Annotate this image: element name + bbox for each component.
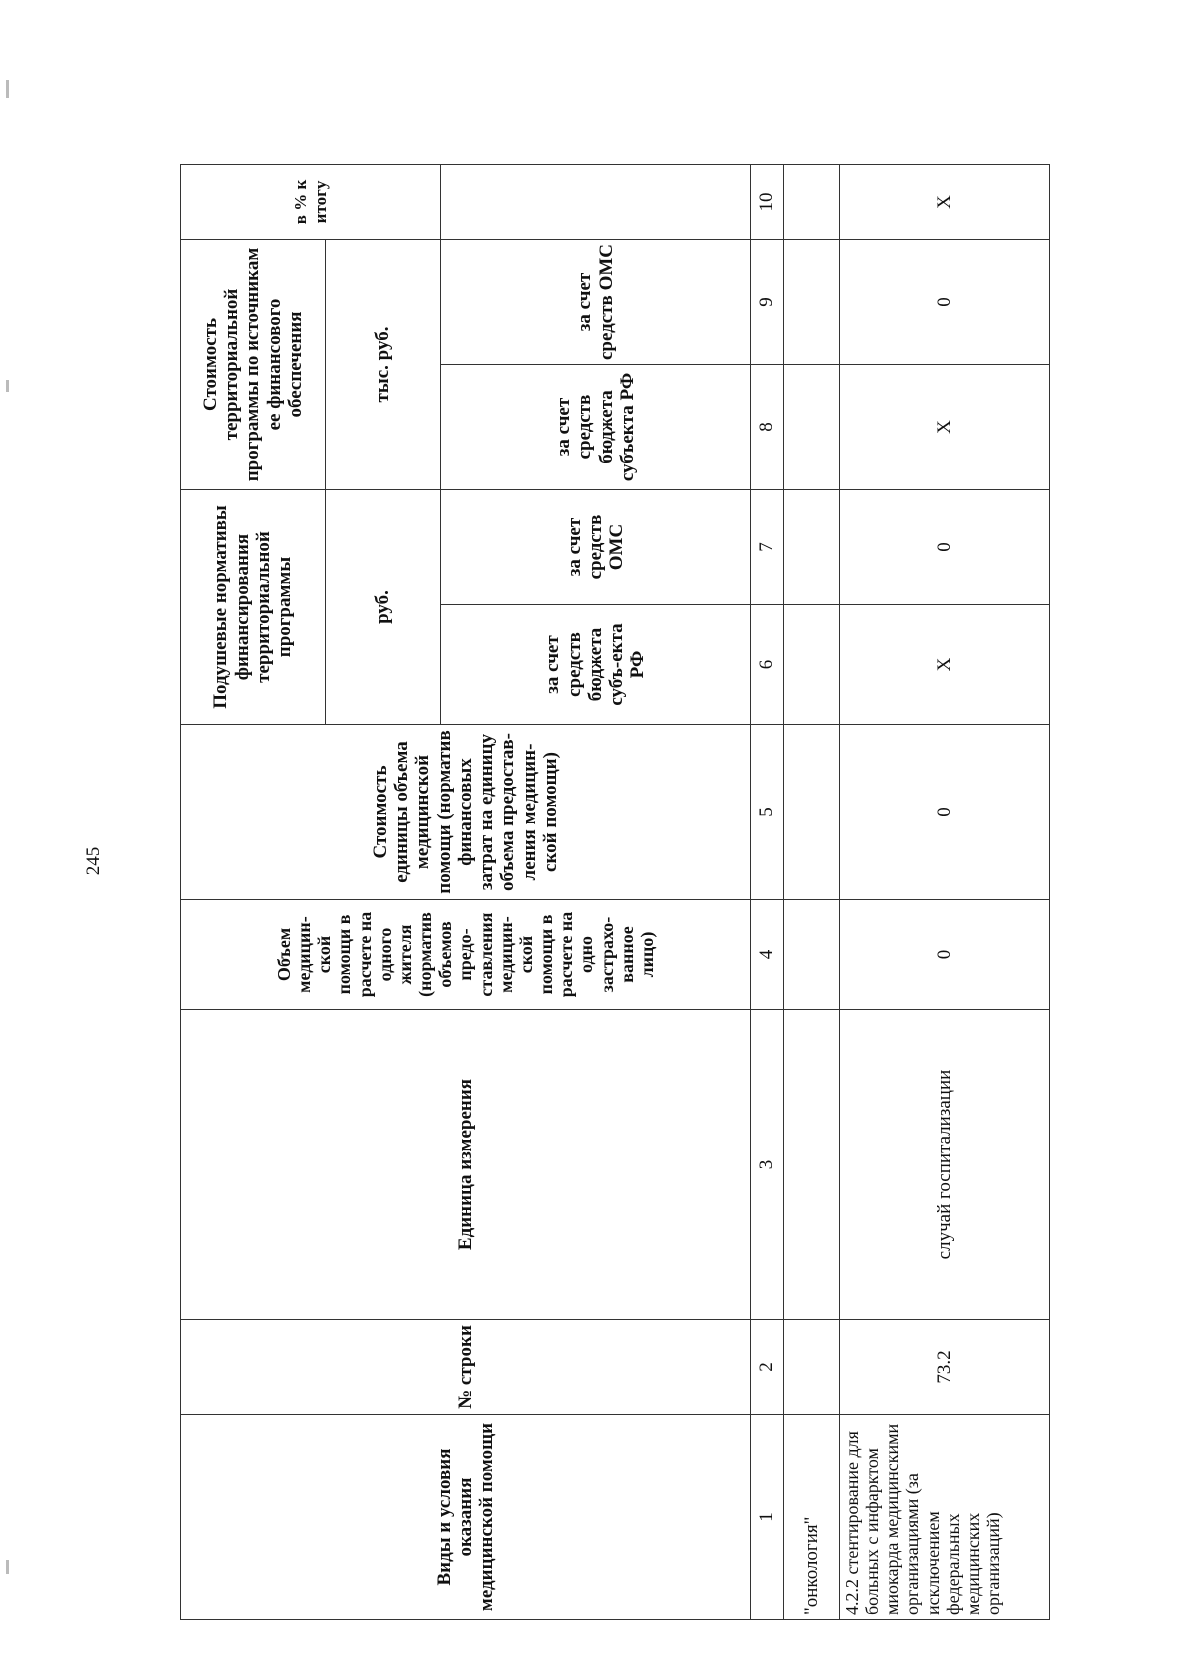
row-unit bbox=[784, 1010, 840, 1320]
header-percap-unit: руб. bbox=[326, 490, 441, 725]
page-number: 245 bbox=[83, 846, 104, 876]
column-number: 2 bbox=[751, 1320, 784, 1415]
column-number: 4 bbox=[751, 900, 784, 1010]
row-c5: 0 bbox=[840, 725, 1050, 900]
row-c6: X bbox=[840, 605, 1050, 725]
row-c10: X bbox=[840, 164, 1050, 239]
row-c4 bbox=[784, 900, 840, 1010]
column-number: 7 bbox=[751, 490, 784, 605]
row-c6 bbox=[784, 605, 840, 725]
row-c10 bbox=[784, 164, 840, 239]
header-col3: Единица измерения bbox=[181, 1010, 751, 1320]
row-c7 bbox=[784, 490, 840, 605]
row-num bbox=[784, 1320, 840, 1415]
row-num: 73.2 bbox=[840, 1320, 1050, 1415]
header-col5: Стоимость единицы объема медицинской помощи (норматив финансовых затрат на единицу объема предостав-ления медицин-ской помощи) bbox=[181, 725, 751, 900]
header-col6: за счет средств бюджета субъ-екта РФ bbox=[441, 605, 751, 725]
column-number: 6 bbox=[751, 605, 784, 725]
row-name: "онкология" bbox=[784, 1415, 840, 1620]
column-number: 3 bbox=[751, 1010, 784, 1320]
header-col2: № строки bbox=[181, 1320, 751, 1415]
row-c5 bbox=[784, 725, 840, 900]
row-c4: 0 bbox=[840, 900, 1050, 1010]
scan-mark bbox=[6, 1560, 9, 1574]
header-col9: за счет средств ОМС bbox=[441, 239, 751, 364]
header-percap-group: Подушевые нормативы финансирования территориальной программы bbox=[181, 490, 326, 725]
column-number: 1 bbox=[751, 1415, 784, 1620]
header-cost-unit: тыс. руб. bbox=[326, 239, 441, 489]
row-c8 bbox=[784, 365, 840, 490]
column-number-row bbox=[751, 164, 784, 1619]
header-col10-empty bbox=[441, 164, 751, 239]
rotated-table-wrapper bbox=[180, 165, 1050, 1620]
row-unit: случай госпитализации bbox=[840, 1010, 1050, 1320]
header-col1: Виды и условия оказания медицинской помощи bbox=[181, 1415, 751, 1620]
row-name: 4.2.2 стентирование для больных с инфарктом миокарда медицинскими организациями (за исключением федеральных медицинских организаций) bbox=[840, 1415, 1050, 1620]
table-row bbox=[784, 164, 840, 1619]
header-row-1 bbox=[181, 164, 326, 1619]
header-col8: за счет средств бюджета субъекта РФ bbox=[441, 365, 751, 490]
column-number: 10 bbox=[751, 164, 784, 239]
column-number: 8 bbox=[751, 365, 784, 490]
row-c8: X bbox=[840, 365, 1050, 490]
scan-mark bbox=[6, 80, 9, 98]
header-col10: в % к итогу bbox=[181, 164, 441, 239]
column-number: 9 bbox=[751, 239, 784, 364]
scan-mark bbox=[6, 380, 9, 392]
row-c7: 0 bbox=[840, 490, 1050, 605]
financing-table bbox=[180, 164, 1050, 1620]
header-col4: Объем медицин-ской помощи в расчете на одного жителя (норматив объемов предо-ставления медицин-ской помощи в расчете на одно застрахо-ванное лицо) bbox=[181, 900, 751, 1010]
table-row bbox=[840, 164, 1050, 1619]
header-col7: за счет средств ОМС bbox=[441, 490, 751, 605]
column-number: 5 bbox=[751, 725, 784, 900]
header-cost-group: Стоимость территориальной программы по источникам ее финансового обеспечения bbox=[181, 239, 326, 489]
row-c9: 0 bbox=[840, 239, 1050, 364]
row-c9 bbox=[784, 239, 840, 364]
